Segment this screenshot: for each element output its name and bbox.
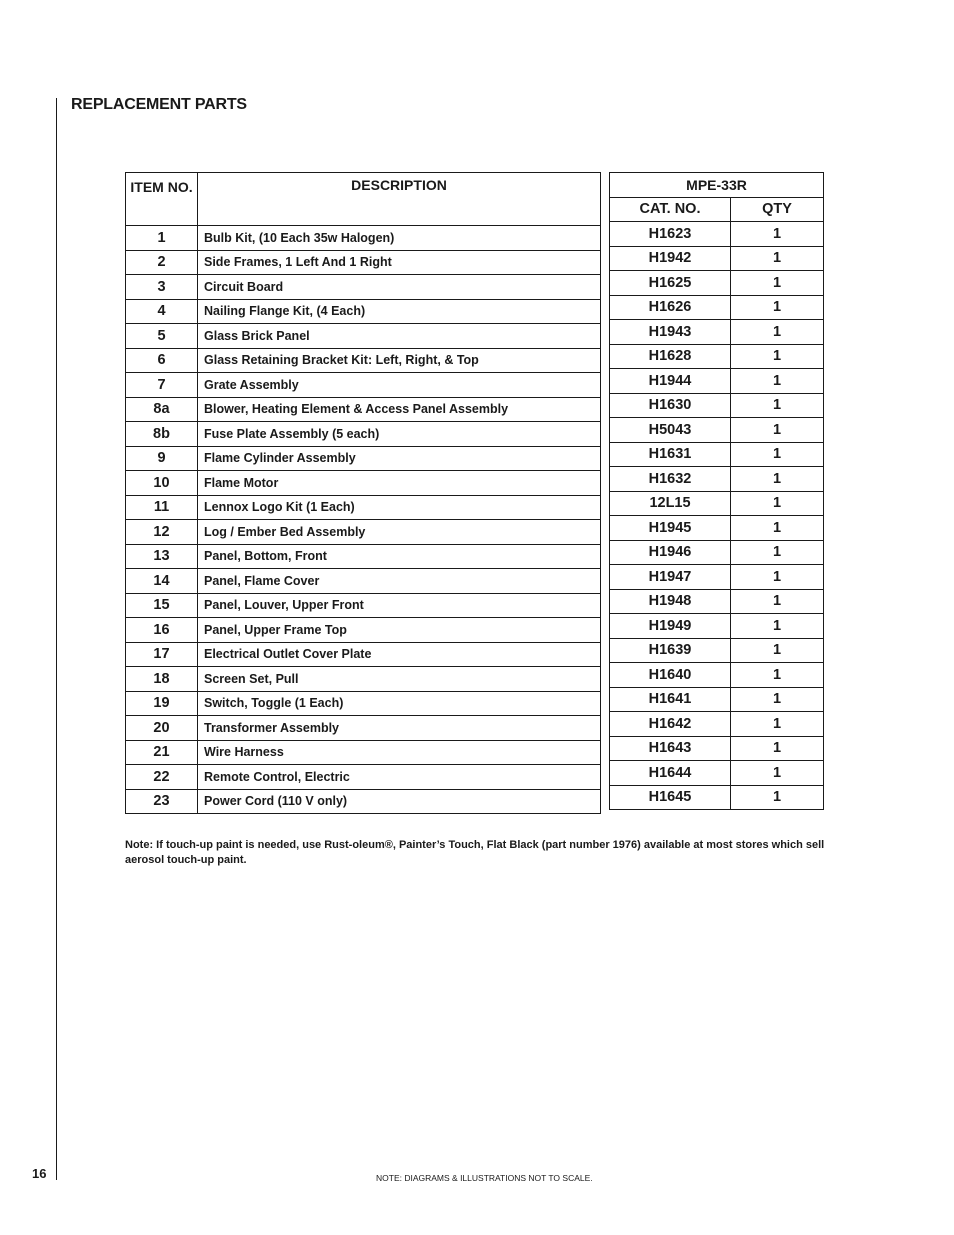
description-cell: Grate Assembly xyxy=(198,373,601,398)
item-no-cell: 22 xyxy=(126,765,198,790)
table-row xyxy=(126,299,601,324)
description-cell: Remote Control, Electric xyxy=(198,765,601,790)
item-no-cell: 14 xyxy=(126,569,198,594)
cat-no-cell: H1944 xyxy=(610,369,731,394)
qty-cell: 1 xyxy=(731,589,824,614)
qty-cell: 1 xyxy=(731,320,824,345)
table-row xyxy=(610,663,824,688)
item-no-cell: 1 xyxy=(126,226,198,251)
item-no-cell: 3 xyxy=(126,275,198,300)
cat-no-cell: H1645 xyxy=(610,785,731,810)
table-row xyxy=(126,593,601,618)
item-no-cell: 18 xyxy=(126,667,198,692)
description-cell: Side Frames, 1 Left And 1 Right xyxy=(198,250,601,275)
qty-cell: 1 xyxy=(731,614,824,639)
cat-no-cell: H1623 xyxy=(610,222,731,247)
item-no-cell: 2 xyxy=(126,250,198,275)
description-cell: Circuit Board xyxy=(198,275,601,300)
description-cell: Flame Cylinder Assembly xyxy=(198,446,601,471)
qty-cell: 1 xyxy=(731,638,824,663)
table-row xyxy=(126,324,601,349)
item-no-cell: 16 xyxy=(126,618,198,643)
item-no-cell: 19 xyxy=(126,691,198,716)
table-row xyxy=(610,687,824,712)
table-row xyxy=(126,716,601,741)
cat-no-cell: 12L15 xyxy=(610,491,731,516)
item-no-cell: 8b xyxy=(126,422,198,447)
item-no-cell: 20 xyxy=(126,716,198,741)
item-no-cell: 10 xyxy=(126,471,198,496)
qty-cell: 1 xyxy=(731,687,824,712)
cat-no-cell: H1640 xyxy=(610,663,731,688)
qty-cell: 1 xyxy=(731,442,824,467)
header-cat-no: CAT. NO. xyxy=(610,197,731,222)
description-cell: Screen Set, Pull xyxy=(198,667,601,692)
description-cell: Lennox Logo Kit (1 Each) xyxy=(198,495,601,520)
table-row xyxy=(610,442,824,467)
header-item-no: ITEM NO. xyxy=(126,173,198,226)
cat-no-cell: H1642 xyxy=(610,712,731,737)
description-cell: Nailing Flange Kit, (4 Each) xyxy=(198,299,601,324)
table-row xyxy=(126,275,601,300)
parts-body xyxy=(126,226,601,814)
table-row xyxy=(610,467,824,492)
catalog-table xyxy=(609,172,824,810)
table-row xyxy=(126,789,601,814)
qty-cell: 1 xyxy=(731,761,824,786)
description-cell: Transformer Assembly xyxy=(198,716,601,741)
table-row xyxy=(610,320,824,345)
cat-no-cell: H1639 xyxy=(610,638,731,663)
table-row xyxy=(610,589,824,614)
item-no-cell: 11 xyxy=(126,495,198,520)
table-row xyxy=(610,785,824,810)
description-cell: Fuse Plate Assembly (5 each) xyxy=(198,422,601,447)
cat-no-cell: H1628 xyxy=(610,344,731,369)
table-row xyxy=(126,422,601,447)
item-no-cell: 7 xyxy=(126,373,198,398)
table-row xyxy=(126,495,601,520)
table-row xyxy=(126,765,601,790)
cat-no-cell: H1632 xyxy=(610,467,731,492)
table-row xyxy=(610,491,824,516)
cat-no-cell: H5043 xyxy=(610,418,731,443)
qty-cell: 1 xyxy=(731,663,824,688)
table-row xyxy=(610,614,824,639)
qty-cell: 1 xyxy=(731,491,824,516)
table-row xyxy=(126,471,601,496)
qty-cell: 1 xyxy=(731,295,824,320)
qty-cell: 1 xyxy=(731,785,824,810)
item-no-cell: 12 xyxy=(126,520,198,545)
cat-no-cell: H1626 xyxy=(610,295,731,320)
cat-no-cell: H1947 xyxy=(610,565,731,590)
qty-cell: 1 xyxy=(731,369,824,394)
table-row xyxy=(126,667,601,692)
table-row xyxy=(610,222,824,247)
cat-no-cell: H1630 xyxy=(610,393,731,418)
table-row xyxy=(610,565,824,590)
table-row xyxy=(126,520,601,545)
item-no-cell: 13 xyxy=(126,544,198,569)
description-cell: Glass Brick Panel xyxy=(198,324,601,349)
item-no-cell: 15 xyxy=(126,593,198,618)
table-row xyxy=(126,250,601,275)
table-row xyxy=(126,569,601,594)
parts-description-table xyxy=(125,172,601,814)
qty-cell: 1 xyxy=(731,393,824,418)
table-row xyxy=(610,295,824,320)
cat-no-cell: H1942 xyxy=(610,246,731,271)
cat-no-cell: H1948 xyxy=(610,589,731,614)
description-cell: Log / Ember Bed Assembly xyxy=(198,520,601,545)
cat-no-cell: H1631 xyxy=(610,442,731,467)
cat-no-cell: H1641 xyxy=(610,687,731,712)
qty-cell: 1 xyxy=(731,418,824,443)
section-title: REPLACEMENT PARTS xyxy=(71,96,247,113)
cat-no-cell: H1949 xyxy=(610,614,731,639)
description-cell: Glass Retaining Bracket Kit: Left, Right, & Top xyxy=(198,348,601,373)
catalog-body xyxy=(610,222,824,810)
margin-rule xyxy=(56,98,57,1180)
description-cell: Panel, Bottom, Front xyxy=(198,544,601,569)
description-cell: Panel, Upper Frame Top xyxy=(198,618,601,643)
cat-no-cell: H1643 xyxy=(610,736,731,761)
qty-cell: 1 xyxy=(731,246,824,271)
table-row xyxy=(610,761,824,786)
page-number: 16 xyxy=(32,1166,47,1181)
item-no-cell: 9 xyxy=(126,446,198,471)
description-cell: Panel, Louver, Upper Front xyxy=(198,593,601,618)
description-cell: Blower, Heating Element & Access Panel Assembly xyxy=(198,397,601,422)
table-row xyxy=(610,638,824,663)
table-row xyxy=(126,740,601,765)
item-no-cell: 5 xyxy=(126,324,198,349)
table-row xyxy=(610,418,824,443)
table-row xyxy=(126,348,601,373)
paint-note: Note: If touch-up paint is needed, use Rust-oleum®, Painter’s Touch, Flat Black (part number 1976) available at most stores which sell aerosol touch-up paint. xyxy=(125,839,825,866)
qty-cell: 1 xyxy=(731,222,824,247)
description-cell: Bulb Kit, (10 Each 35w Halogen) xyxy=(198,226,601,251)
qty-cell: 1 xyxy=(731,565,824,590)
table-row xyxy=(610,516,824,541)
table-row xyxy=(610,246,824,271)
cat-no-cell: H1644 xyxy=(610,761,731,786)
table-row xyxy=(126,397,601,422)
qty-cell: 1 xyxy=(731,344,824,369)
header-qty: QTY xyxy=(731,197,824,222)
table-row xyxy=(126,226,601,251)
header-model: MPE-33R xyxy=(610,173,824,198)
table-row xyxy=(610,369,824,394)
qty-cell: 1 xyxy=(731,271,824,296)
qty-cell: 1 xyxy=(731,540,824,565)
description-cell: Panel, Flame Cover xyxy=(198,569,601,594)
table-row xyxy=(610,271,824,296)
item-no-cell: 6 xyxy=(126,348,198,373)
item-no-cell: 23 xyxy=(126,789,198,814)
description-cell: Electrical Outlet Cover Plate xyxy=(198,642,601,667)
table-row xyxy=(126,618,601,643)
qty-cell: 1 xyxy=(731,712,824,737)
table-row xyxy=(610,393,824,418)
qty-cell: 1 xyxy=(731,516,824,541)
table-row xyxy=(126,373,601,398)
header-description: DESCRIPTION xyxy=(198,173,601,226)
cat-no-cell: H1625 xyxy=(610,271,731,296)
description-cell: Flame Motor xyxy=(198,471,601,496)
cat-no-cell: H1943 xyxy=(610,320,731,345)
table-row xyxy=(610,736,824,761)
description-cell: Power Cord (110 V only) xyxy=(198,789,601,814)
table-row xyxy=(610,712,824,737)
cat-no-cell: H1945 xyxy=(610,516,731,541)
cat-no-cell: H1946 xyxy=(610,540,731,565)
footer-note: NOTE: DIAGRAMS & ILLUSTRATIONS NOT TO SCALE. xyxy=(376,1173,593,1183)
table-row xyxy=(126,642,601,667)
description-cell: Switch, Toggle (1 Each) xyxy=(198,691,601,716)
table-row xyxy=(610,344,824,369)
item-no-cell: 8a xyxy=(126,397,198,422)
item-no-cell: 17 xyxy=(126,642,198,667)
table-row xyxy=(126,691,601,716)
qty-cell: 1 xyxy=(731,736,824,761)
description-cell: Wire Harness xyxy=(198,740,601,765)
item-no-cell: 21 xyxy=(126,740,198,765)
item-no-cell: 4 xyxy=(126,299,198,324)
table-row xyxy=(126,446,601,471)
table-row xyxy=(126,544,601,569)
qty-cell: 1 xyxy=(731,467,824,492)
table-row xyxy=(610,540,824,565)
